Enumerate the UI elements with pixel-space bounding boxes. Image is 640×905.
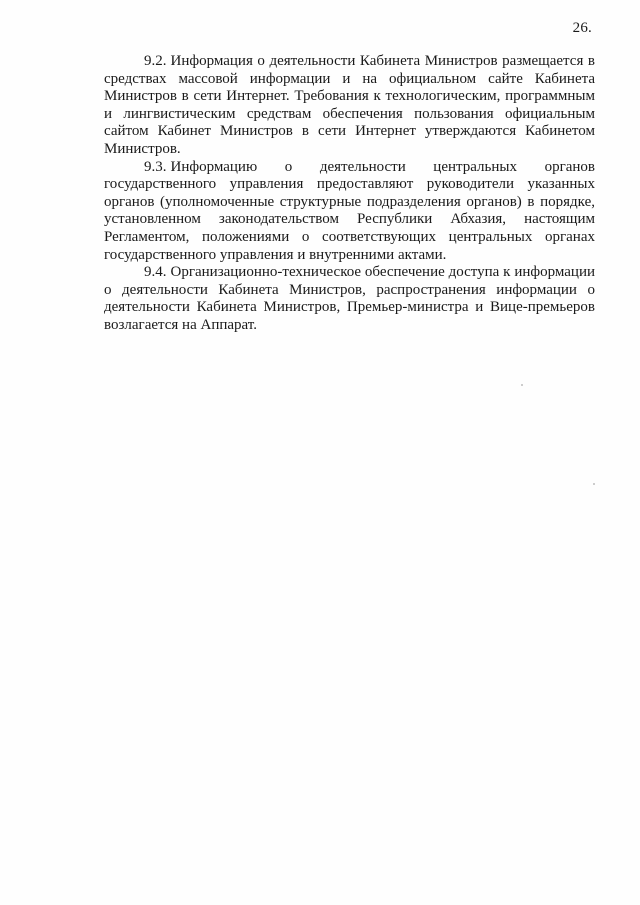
paragraph-number: 9.3. xyxy=(144,158,167,175)
scan-speck xyxy=(593,483,595,485)
paragraph-text: Информацию о деятельности центральных органов государственного управления предоставляют руководители указанных органов (уполномоченные структурные подразделения органов) в порядке, установленном законодательством Республики Абхазия, настоящим Регламентом, положениями о соответствующих центральных органах государственного управления и внутренними актами. xyxy=(104,158,595,263)
paragraph-9-2 xyxy=(104,53,595,159)
scan-speck xyxy=(521,384,523,386)
paragraph-number: 9.2. xyxy=(144,53,167,69)
paragraph-number: 9.4. xyxy=(144,264,167,281)
paragraph-text: Организационно-техническое обеспечение доступа к информации о деятельности Кабинета Министров, распространения информации о деятельности Кабинета Министров, Премьер-министра и Вице-премьеров возлагается на Аппарат. xyxy=(104,264,595,333)
document-body xyxy=(104,53,595,335)
paragraph-text: Информация о деятельности Кабинета Министров размещается в средствах массовой информации и на официальном сайте Кабинета Министров в сети Интернет. Требования к технологическим, программным и лингвистическим средствам обеспечения пользования официальным сайтом Кабинет Министров в сети Интернет утверждаются Кабинетом Министров. xyxy=(104,53,595,157)
paragraph-9-3 xyxy=(104,159,595,265)
paragraph-9-4 xyxy=(104,264,595,334)
page-number: 26. xyxy=(572,20,592,36)
